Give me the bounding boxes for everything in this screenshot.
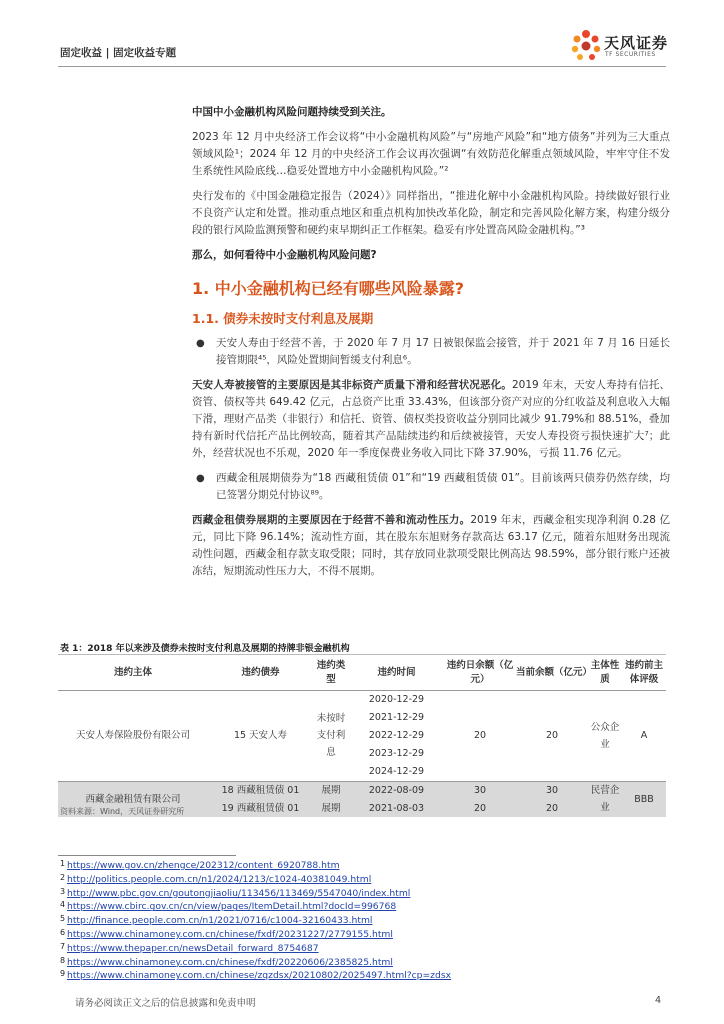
footnote-item: 5 http://finance.people.com.cn/n1/2021/0716/c1004-32160433.html bbox=[60, 914, 373, 927]
footnote-item: 3 http://www.pbc.gov.cn/goutongjiaoliu/113456/113469/5547040/index.html bbox=[60, 886, 411, 899]
cell-current: 20 bbox=[516, 799, 588, 817]
bullet-tianan-text: 天安人寿由于经营不善，于 2020 年 7 月 17 日被银保监会接管，并于 2021 年 7 月 16 日延长接管期限⁴⁵，风险处置期间暂缓支付利息⁶。 bbox=[216, 337, 670, 366]
footnote-item: 4 https://www.cbirc.gov.cn/cn/view/pages/ItemDetail.html?docId=996768 bbox=[60, 900, 397, 913]
th-current: 当前余额（亿元） bbox=[516, 656, 588, 690]
footnote-link[interactable]: https://www.chinamoney.com.cn/chinese/zqzdsx/20210802/2025497.html?cp=zdsx bbox=[67, 970, 452, 982]
table-row bbox=[58, 690, 666, 781]
cell-amount: 20 bbox=[444, 799, 516, 817]
footnote-link[interactable]: http://politics.people.com.cn/n1/2024/1213/c1024-40381049.html bbox=[67, 873, 372, 885]
paragraph-tianan-reason bbox=[192, 377, 670, 462]
footnote-link[interactable]: http://finance.people.com.cn/n1/2021/0716/c1004-32160433.html bbox=[67, 915, 373, 927]
bullet-dot-icon: ● bbox=[196, 473, 205, 484]
paragraph-stability-report: 央行发布的《中国金融稳定报告（2024）》同样指出，“推进化解中小金融机构风险。持续做好银行业不良资产认定和处置。推动重点地区和重点机构加快改革化险，制定和完善风险化解方案，构建分级分段的银行风险监测预警和硬约束早期纠正工作框架。稳妥有序处置高风险金融机构。”³ bbox=[192, 190, 670, 236]
page-number: 4 bbox=[655, 995, 662, 1006]
footnote-link[interactable]: https://www.cbirc.gov.cn/cn/view/pages/ItemDetail.html?docId=996768 bbox=[67, 901, 397, 913]
footnote-link[interactable]: https://www.chinamoney.com.cn/chinese/fxdf/20220606/2385825.html bbox=[67, 956, 393, 968]
table-header-row bbox=[58, 656, 666, 690]
cell-rating: A bbox=[622, 690, 666, 781]
header-divider bbox=[58, 66, 666, 67]
cell-bond: 15 天安人寿 bbox=[208, 690, 313, 781]
cell-dates bbox=[349, 690, 444, 781]
tianan-reason-bold: 天安人寿被接管的主要原因是其非标资产质量下滑和经营状况恶化。 bbox=[192, 379, 512, 391]
footnote-item: 1 https://www.gov.cn/zhengce/202312/content_6920788.htm bbox=[60, 859, 340, 871]
date-item: 2023-12-29 bbox=[368, 747, 425, 759]
bullet-xizang bbox=[192, 470, 670, 504]
th-time: 违约时间 bbox=[349, 656, 444, 690]
logo-flower-icon bbox=[570, 28, 602, 62]
table-source: 资料来源：Wind，天风证券研究所 bbox=[60, 807, 185, 816]
footer-disclaimer: 请务必阅读正文之后的信息披露和免责申明 bbox=[75, 998, 256, 1009]
cell-current: 20 bbox=[516, 690, 588, 781]
bullet-dot-icon: ● bbox=[196, 338, 205, 349]
footnote-divider bbox=[58, 855, 236, 856]
th-rating: 违约前主体评级 bbox=[622, 656, 666, 690]
footnote-item: 7 https://www.thepaper.cn/newsDetail_forward_8754687 bbox=[60, 941, 319, 954]
cell-time: 2021-08-03 bbox=[349, 799, 444, 817]
footnote-link[interactable]: https://www.chinamoney.com.cn/chinese/fxdf/20231227/2779155.html bbox=[67, 928, 393, 940]
section-heading-1: 1. 中小金融机构已经有哪些风险暴露? bbox=[192, 279, 465, 298]
cell-nature: 民营企业 bbox=[588, 781, 622, 817]
cell-type: 展期 bbox=[313, 781, 349, 799]
table-title: 表 1：2018 年以来涉及债券未按时支付利息及展期的持牌非银金融机构 bbox=[60, 644, 350, 654]
table-row bbox=[58, 781, 666, 799]
cell-bond: 19 西藏租赁债 01 bbox=[208, 799, 313, 817]
footnote-item: 6 https://www.chinamoney.com.cn/chinese/fxdf/20231227/2779155.html bbox=[60, 927, 393, 940]
bullet-tianan bbox=[192, 335, 670, 369]
date-item: 2021-12-29 bbox=[368, 711, 425, 723]
footnote-item: 8 https://www.chinamoney.com.cn/chinese/fxdf/20220606/2385825.html bbox=[60, 955, 393, 968]
default-bonds-table bbox=[58, 656, 666, 817]
cell-amount: 30 bbox=[444, 781, 516, 799]
main-content bbox=[192, 104, 670, 580]
table-top-rule bbox=[58, 654, 666, 655]
cell-bond: 18 西藏租赁债 01 bbox=[208, 781, 313, 799]
footnote-link[interactable]: http://www.pbc.gov.cn/goutongjiaoliu/113456/113469/5547040/index.html bbox=[67, 887, 411, 899]
footnote-link[interactable]: https://www.thepaper.cn/newsDetail_forward_8754687 bbox=[67, 942, 319, 954]
footnotes bbox=[60, 858, 451, 982]
company-logo bbox=[570, 26, 680, 66]
xizang-reason-text: 2019 年末，西藏金租实现净利润 0.28 亿元，同比下降 96.14%；流动性方面，其在股东东旭财务存款高达 63.17 亿元，随着东旭财务出现流动性问题，西藏金租存款支取受限；同时，其存放同业款项受限比例高达 98.59%，部分银行账户还被冻结，短期流动性压力大，不得不展期。 bbox=[192, 514, 670, 577]
footnote-item: 2 http://politics.people.com.cn/n1/2024/1213/c1024-40381049.html bbox=[60, 872, 372, 885]
logo-text-en: TF SECURITIES bbox=[605, 51, 656, 58]
th-entity: 违约主体 bbox=[58, 656, 208, 690]
cell-time: 2022-08-09 bbox=[349, 781, 444, 799]
tianan-reason-text: 2019 年末，天安人寿持有信托、资管、债权等共 649.42 亿元，占总资产比重 33.43%，但该部分资产对应的分红收益及利息收入大幅下滑，理财产品类（非银行）和信托、资管、债权类投资收益分别同比减少 91.79%和 88.51%，叠加持有新时代信托产品比例较高，随着其产品陆续违约和后续被接管，天安人寿投资亏损快速扩大⁷；此外，经营状况也不乐观，2020 年一季度保费业务收入同比下降 37.90%，亏损 11.76 亿元。 bbox=[192, 379, 671, 459]
bullet-xizang-text: 西藏金租展期债券为“18 西藏租赁债 01”和“19 西藏租赁债 01”。目前该两只债券仍然存续，均已签署分期兑付协议⁸⁹。 bbox=[216, 472, 670, 501]
cell-entity: 西藏金融租赁有限公司 bbox=[58, 781, 208, 817]
cell-current: 30 bbox=[516, 781, 588, 799]
logo-text-cn: 天风证券 bbox=[604, 34, 669, 52]
cell-amount: 20 bbox=[444, 690, 516, 781]
footnote-link[interactable]: https://www.gov.cn/zhengce/202312/content_6920788.htm bbox=[67, 860, 340, 871]
paragraph-xizang-reason bbox=[192, 512, 670, 580]
cell-type: 展期 bbox=[313, 799, 349, 817]
th-amount: 违约日余额（亿元） bbox=[444, 656, 516, 690]
footnote-item: 9 https://www.chinamoney.com.cn/chinese/zqzdsx/20210802/2025497.html?cp=zdsx bbox=[60, 969, 452, 982]
th-bond: 违约债券 bbox=[208, 656, 313, 690]
cell-entity: 天安人寿保险股份有限公司 bbox=[58, 690, 208, 781]
cell-rating: BBB bbox=[622, 781, 666, 817]
intro-statement: 中国中小金融机构风险问题持续受到关注。 bbox=[192, 106, 392, 118]
section-heading-1-1: 1.1. 债券未按时支付利息及展期 bbox=[192, 311, 374, 326]
header-section-label: 固定收益 | 固定收益专题 bbox=[60, 47, 177, 59]
cell-type: 未按时支付利息 bbox=[313, 690, 349, 781]
date-item: 2020-12-29 bbox=[368, 693, 425, 705]
xizang-reason-bold: 西藏金租债券展期的主要原因在于经营不善和流动性压力。 bbox=[192, 514, 471, 526]
date-item: 2024-12-29 bbox=[368, 765, 425, 777]
date-item: 2022-12-29 bbox=[368, 729, 425, 741]
th-type: 违约类型 bbox=[313, 656, 349, 690]
cell-nature: 公众企业 bbox=[588, 690, 622, 781]
paragraph-economic-conference: 2023 年 12 月中央经济工作会议将“中小金融机构风险”与“房地产风险”和“地方债务”并列为三大重点领域风险¹；2024 年 12 月的中央经济工作会议再次强调“有效防范化解重点领域风险，牢牢守住不发生系统性风险底线…稳妥处置地方中小金融机构风险。”² bbox=[192, 131, 670, 177]
th-nature: 主体性质 bbox=[588, 656, 622, 690]
question-heading: 那么，如何看待中小金融机构风险问题? bbox=[192, 249, 377, 261]
